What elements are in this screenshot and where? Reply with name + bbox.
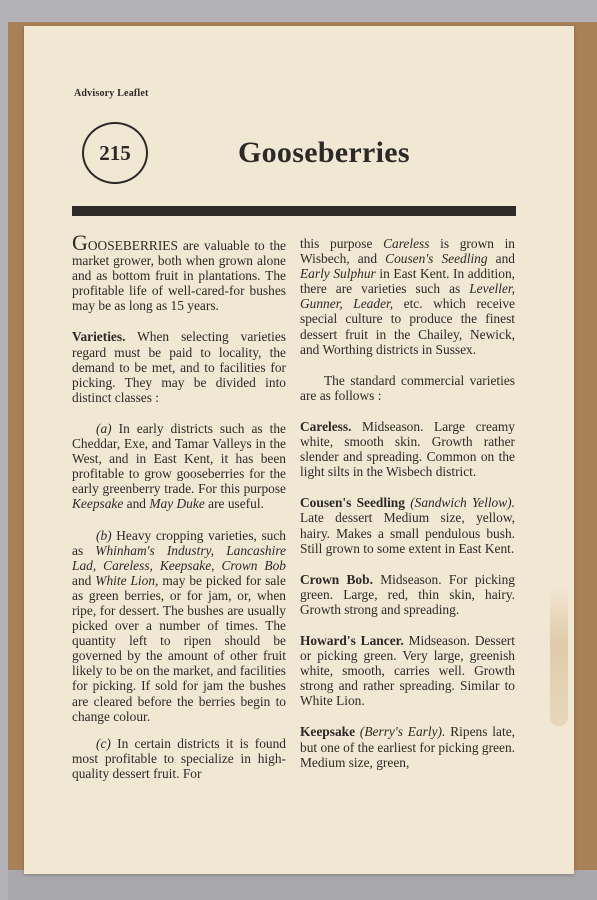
series-label: Advisory Leaflet (74, 88, 149, 99)
right-column (300, 236, 515, 770)
standard-varieties-intro: The standard commercial varieties are as follows : (300, 372, 515, 403)
variety-keepsake: Keepsake (Berry's Early). Ripens late, but one of the earliest for picking green. Medium size, green, (300, 724, 515, 770)
varieties-heading: Varieties. (72, 329, 126, 345)
leaflet-number: 215 (99, 140, 131, 165)
varieties-paragraph: Varieties. When selecting varieties regard must be paid to locality, the demand to be met, and to facilities for picking. They may be divided into distinct classes : (72, 329, 286, 405)
variety-crown-bob: Crown Bob. Midseason. For picking green. Large, red, thin skin, hairy. Growth strong and spreading. (300, 571, 515, 617)
leaflet-page (24, 26, 574, 874)
paper-stain (550, 586, 568, 726)
paragraph-c: (c) In certain districts it is found most profitable to specialize in high-quality dessert fruit. For (72, 735, 286, 781)
variety-cousens-seedling: Cousen's Seedling (Sandwich Yellow). Late dessert Medium size, yellow, hairy. Makes a small pendulous bush. Still grown to some extent in East Kent. (300, 495, 515, 556)
paragraph-a: (a) In early districts such as the Cheddar, Exe, and Tamar Valleys in the West, and in East Kent, it has been profitable to grow gooseberries for the early greenberry trade. For this purpose Keepsake and May Duke are useful. (72, 420, 286, 512)
left-column (72, 230, 286, 781)
leaflet-number-badge (82, 122, 148, 184)
title-rule (72, 206, 516, 216)
table-surface (8, 870, 597, 900)
paragraph-b: (b) Heavy cropping varieties, such as Whinham's Industry, Lancashire Lad, Careless, Keepsake, Crown Bob and White Lion, may be picked for sale as green berries, or for jam, or, when ripe, for dessert. The bushes are usually picked over a number of times. The quantity left to ripen should be governed by the amount of other fruit likely to be on the market, and facilities for picking. If sold for jam the bushes are cleared before the berries begin to change colour. (72, 527, 286, 724)
variety-howards-lancer: Howard's Lancer. Midseason. Dessert or picking green. Very large, greenish white, smooth, carries well. Growth strong and rather spreading. Similar to White Lion. (300, 632, 515, 709)
continuation-paragraph: this purpose Careless is grown in Wisbech, and Cousen's Seedling and Early Sulphur in East Kent. In addition, there are varieties such as Leveller, Gunner, Leader, etc. which receive special culture to produce the finest dessert fruit in the Chailey, Newick, and Worthing districts in Sussex. (300, 236, 516, 357)
drop-cap: G (72, 230, 88, 255)
variety-careless: Careless. Midseason. Large creamy white, smooth skin. Growth rather slender and spreading. Common on the light silts in the Wisbech district. (300, 418, 515, 480)
intro-paragraph: GOOSEBERRIES are valuable to the market grower, both when grown alone and as bottom fruit in plantations. The profitable life of well-cared-for bushes may be as long as 15 years. (72, 230, 286, 314)
page-title: Gooseberries (238, 136, 410, 169)
